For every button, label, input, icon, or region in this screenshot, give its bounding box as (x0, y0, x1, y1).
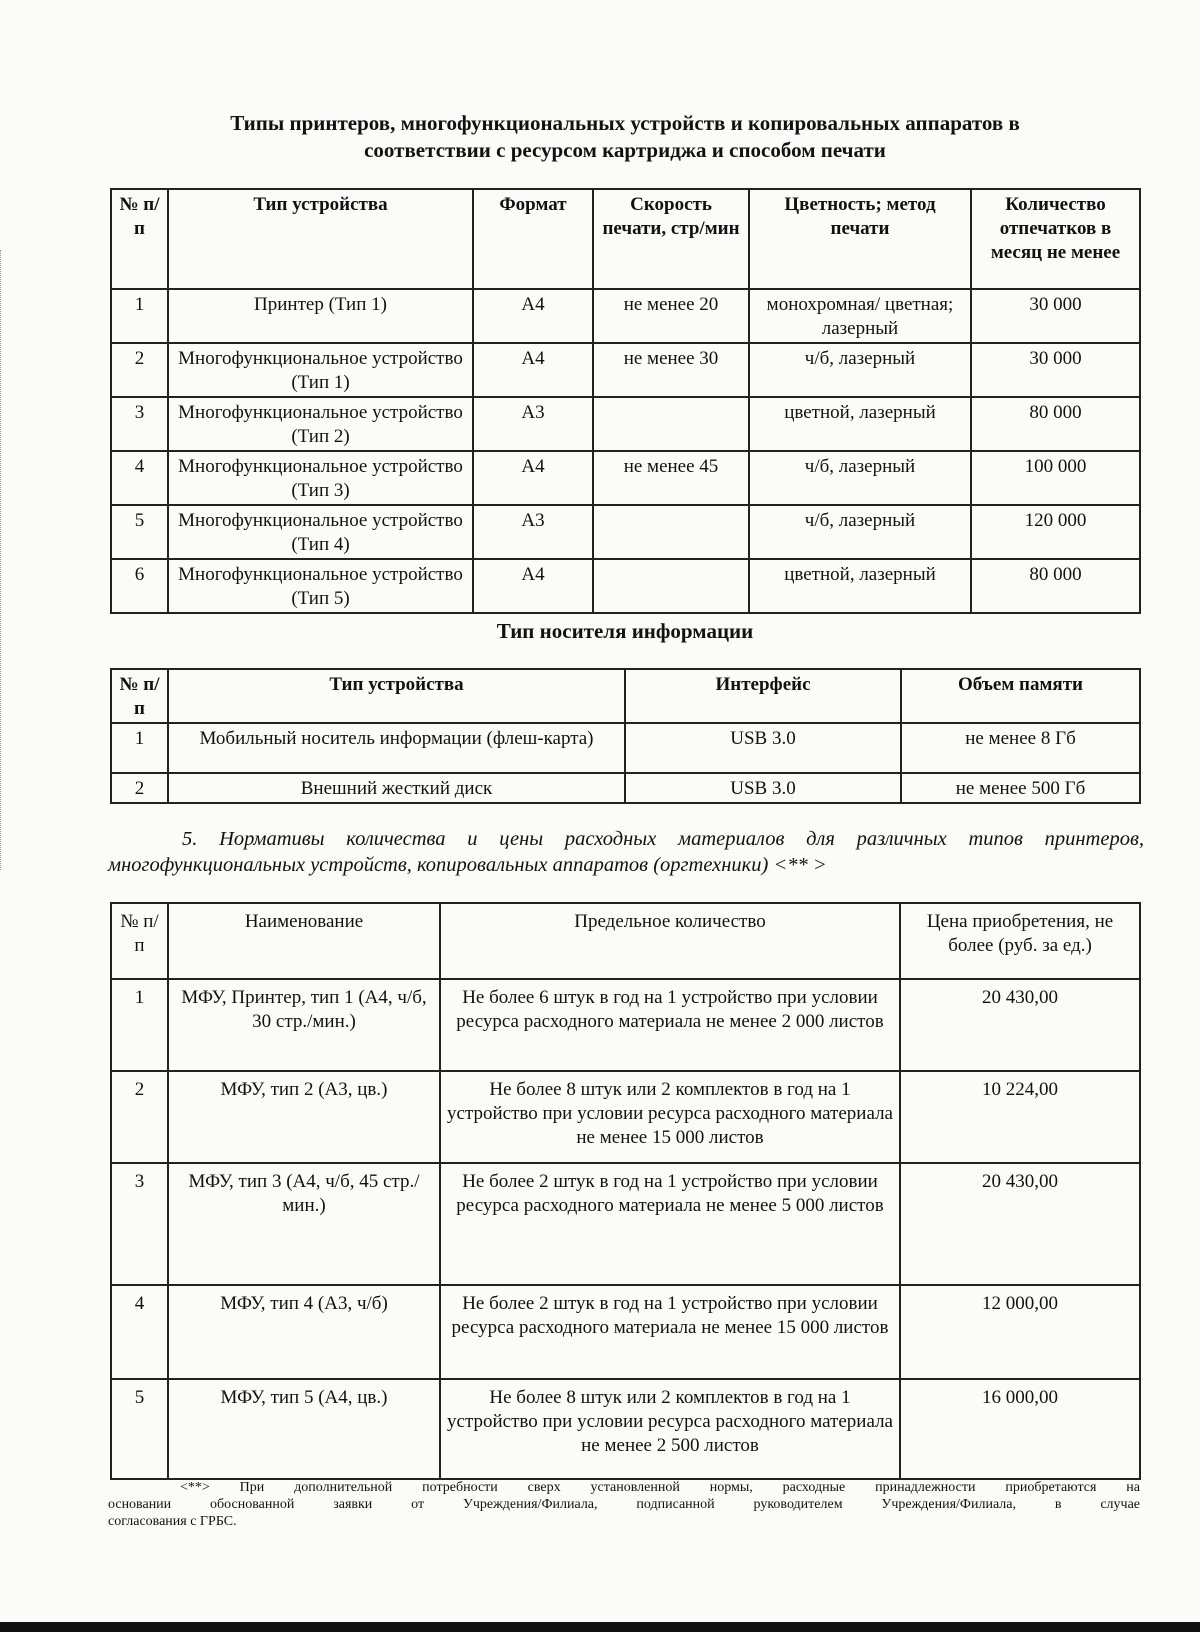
cell-print-speed (593, 397, 749, 451)
cell-num: 1 (111, 723, 168, 773)
footnote (108, 1479, 1140, 1530)
cell-print-speed (593, 505, 749, 559)
table-row (111, 773, 1140, 803)
cell-print-speed: не менее 20 (593, 289, 749, 343)
cell-prints-per-month: 80 000 (971, 397, 1140, 451)
header-purchase-price: Цена приобретения, не более (руб. за ед.) (900, 903, 1140, 979)
cell-name: МФУ, тип 3 (А4, ч/б, 45 стр./мин.) (168, 1163, 440, 1285)
cell-limit-quantity: Не более 6 штук в год на 1 устройство при условии ресурса расходного материала не менее 2 000 листов (440, 979, 900, 1071)
cell-device-type: Многофункциональное устройство (Тип 4) (168, 505, 473, 559)
header-memory-size: Объем памяти (901, 669, 1140, 723)
cell-print-speed (593, 559, 749, 613)
cell-limit-quantity: Не более 8 штук или 2 комплектов в год на 1 устройство при условии ресурса расходного материала не менее 2 500 листов (440, 1379, 900, 1479)
cell-purchase-price: 12 000,00 (900, 1285, 1140, 1379)
cell-format: А3 (473, 397, 593, 451)
cell-color-method: монохромная/ цветная; лазерный (749, 289, 971, 343)
scan-edge-mark (0, 250, 3, 870)
table-header-row (111, 669, 1140, 723)
printer-types-table (110, 188, 1141, 614)
cell-memory-size: не менее 8 Гб (901, 723, 1140, 773)
header-prints-per-month: Количество отпечатков в месяц не менее (971, 189, 1140, 289)
table-row (111, 289, 1140, 343)
section5-heading-line2: многофункциональных устройств, копировальных аппаратов (оргтехники) <** > (108, 854, 827, 876)
cell-device-type: Мобильный носитель информации (флеш-карта) (168, 723, 625, 773)
header-print-speed: Скорость печати, стр/мин (593, 189, 749, 289)
cell-color-method: цветной, лазерный (749, 559, 971, 613)
cell-prints-per-month: 30 000 (971, 343, 1140, 397)
section5-heading (108, 826, 1144, 878)
cell-print-speed: не менее 30 (593, 343, 749, 397)
cell-format: А4 (473, 289, 593, 343)
cell-name: МФУ, Принтер, тип 1 (А4, ч/б, 30 стр./мин.) (168, 979, 440, 1071)
cell-format: А3 (473, 505, 593, 559)
table1-heading (110, 110, 1140, 164)
cell-prints-per-month: 30 000 (971, 289, 1140, 343)
table-row (111, 1071, 1140, 1163)
header-interface: Интерфейс (625, 669, 901, 723)
table-row (111, 559, 1140, 613)
cell-purchase-price: 20 430,00 (900, 979, 1140, 1071)
cell-num: 3 (111, 1163, 168, 1285)
table-row (111, 1379, 1140, 1479)
cell-num: 1 (111, 979, 168, 1071)
cell-num: 6 (111, 559, 168, 613)
cell-device-type: Многофункциональное устройство (Тип 5) (168, 559, 473, 613)
cell-name: МФУ, тип 2 (А3, цв.) (168, 1071, 440, 1163)
cell-color-method: ч/б, лазерный (749, 451, 971, 505)
table-row (111, 397, 1140, 451)
table-row (111, 343, 1140, 397)
cell-num: 2 (111, 1071, 168, 1163)
table-row (111, 505, 1140, 559)
header-num: № п/п (111, 189, 168, 289)
section5-heading-line1: 5. Нормативы количества и цены расходных материалов для различных типов принтеров, (182, 828, 1144, 850)
cell-prints-per-month: 120 000 (971, 505, 1140, 559)
table-row (111, 1285, 1140, 1379)
cell-interface: USB 3.0 (625, 723, 901, 773)
scan-bottom-edge (0, 1622, 1200, 1632)
table-row (111, 979, 1140, 1071)
cell-num: 5 (111, 505, 168, 559)
cell-device-type: Многофункциональное устройство (Тип 1) (168, 343, 473, 397)
cell-num: 3 (111, 397, 168, 451)
table-row (111, 723, 1140, 773)
cell-color-method: цветной, лазерный (749, 397, 971, 451)
cell-name: МФУ, тип 5 (А4, цв.) (168, 1379, 440, 1479)
header-device-type: Тип устройства (168, 669, 625, 723)
cell-num: 4 (111, 451, 168, 505)
cell-name: МФУ, тип 4 (А3, ч/б) (168, 1285, 440, 1379)
cell-purchase-price: 20 430,00 (900, 1163, 1140, 1285)
cell-purchase-price: 10 224,00 (900, 1071, 1140, 1163)
header-format: Формат (473, 189, 593, 289)
cell-limit-quantity: Не более 2 штук в год на 1 устройство при условии ресурса расходного материала не менее 15 000 листов (440, 1285, 900, 1379)
cell-limit-quantity: Не более 8 штук или 2 комплектов в год на 1 устройство при условии ресурса расходного материала не менее 15 000 листов (440, 1071, 900, 1163)
cell-num: 5 (111, 1379, 168, 1479)
table1-heading-line1: Типы принтеров, многофункциональных устройств и копировальных аппаратов в (230, 111, 1020, 135)
cell-num: 2 (111, 343, 168, 397)
cell-purchase-price: 16 000,00 (900, 1379, 1140, 1479)
cell-interface: USB 3.0 (625, 773, 901, 803)
footnote-line3: согласования с ГРБС. (108, 1514, 237, 1529)
footnote-line1: <**> При дополнительной потребности сверх установленной нормы, расходные принадлежности приобретаются на (180, 1480, 1140, 1495)
header-name: Наименование (168, 903, 440, 979)
cell-num: 2 (111, 773, 168, 803)
cell-color-method: ч/б, лазерный (749, 505, 971, 559)
cell-device-type: Внешний жесткий диск (168, 773, 625, 803)
cell-prints-per-month: 100 000 (971, 451, 1140, 505)
cell-format: А4 (473, 559, 593, 613)
table-row (111, 1163, 1140, 1285)
cell-num: 1 (111, 289, 168, 343)
table-header-row (111, 189, 1140, 289)
cell-format: А4 (473, 343, 593, 397)
cell-prints-per-month: 80 000 (971, 559, 1140, 613)
cell-device-type: Многофункциональное устройство (Тип 2) (168, 397, 473, 451)
table-header-row (111, 903, 1140, 979)
storage-media-table (110, 668, 1141, 804)
footnote-line2: основании обоснованной заявки от Учреждения/Филиала, подписанной руководителем Учреждения/Филиала, в случае (108, 1497, 1140, 1512)
table2-heading: Тип носителя информации (496, 619, 754, 643)
header-color-method: Цветность; метод печати (749, 189, 971, 289)
cell-format: А4 (473, 451, 593, 505)
header-device-type: Тип устройства (168, 189, 473, 289)
cell-device-type: Многофункциональное устройство (Тип 3) (168, 451, 473, 505)
cell-color-method: ч/б, лазерный (749, 343, 971, 397)
header-num: № п/п (111, 903, 168, 979)
cell-limit-quantity: Не более 2 штук в год на 1 устройство при условии ресурса расходного материала не менее 5 000 листов (440, 1163, 900, 1285)
table-row (111, 451, 1140, 505)
header-limit-quantity: Предельное количество (440, 903, 900, 979)
consumables-norms-table (110, 902, 1141, 1480)
table1-heading-line2: соответствии с ресурсом картриджа и способом печати (364, 138, 886, 162)
cell-device-type: Принтер (Тип 1) (168, 289, 473, 343)
header-num: № п/п (111, 669, 168, 723)
cell-memory-size: не менее 500 Гб (901, 773, 1140, 803)
cell-print-speed: не менее 45 (593, 451, 749, 505)
cell-num: 4 (111, 1285, 168, 1379)
